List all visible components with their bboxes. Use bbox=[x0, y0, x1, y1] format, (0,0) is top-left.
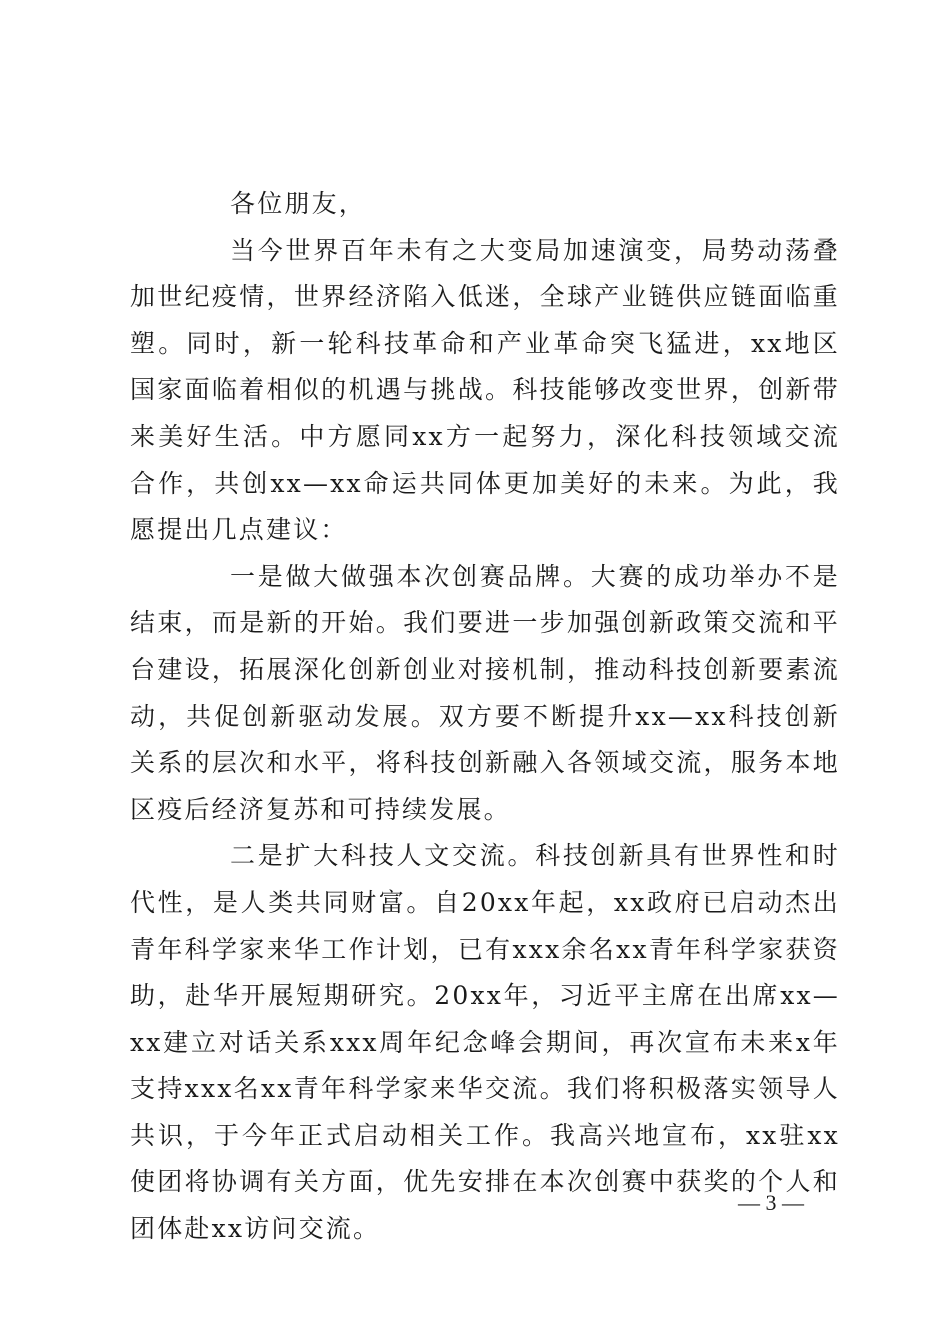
document-body bbox=[130, 181, 840, 1253]
paragraph-1: 当今世界百年未有之大变局加速演变，局势动荡叠加世纪疫情，世界经济陷入低迷，全球产业链供应链面临重塑。同时，新一轮科技革命和产业革命突飞猛进，xx地区国家面临着相似的机遇与挑战。科技能够改变世界，创新带来美好生活。中方愿同xx方一起努力，深化科技领域交流合作，共创xx—xx命运共同体更加美好的未来。为此，我愿提出几点建议： bbox=[130, 235, 840, 545]
page-number: — 3 — bbox=[738, 1190, 804, 1215]
paragraph-3: 二是扩大科技人文交流。科技创新具有世界性和时代性，是人类共同财富。自20xx年起，xx政府已启动杰出青年科学家来华工作计划，已有xxx余名xx青年科学家获资助，赴华开展短期研究。20xx年，习近平主席在出席xx—xx建立对话关系xxx周年纪念峰会期间，再次宣布未来x年支持xxx名xx青年科学家来华交流。我们将积极落实领导人共识，于今年正式启动相关工作。我高兴地宣布，xx驻xx使团将协调有关方面，优先安排在本次创赛中获奖的个人和团体赴xx访问交流。 bbox=[130, 841, 840, 1244]
paragraph-2: 一是做大做强本次创赛品牌。大赛的成功举办不是结束，而是新的开始。我们要进一步加强创新政策交流和平台建设，拓展深化创新创业对接机制，推动科技创新要素流动，共促创新驱动发展。双方要不断提升xx—xx科技创新关系的层次和水平，将科技创新融入各领域交流，服务本地区疫后经济复苏和可持续发展。 bbox=[130, 561, 840, 824]
greeting: 各位朋友， bbox=[230, 189, 367, 218]
